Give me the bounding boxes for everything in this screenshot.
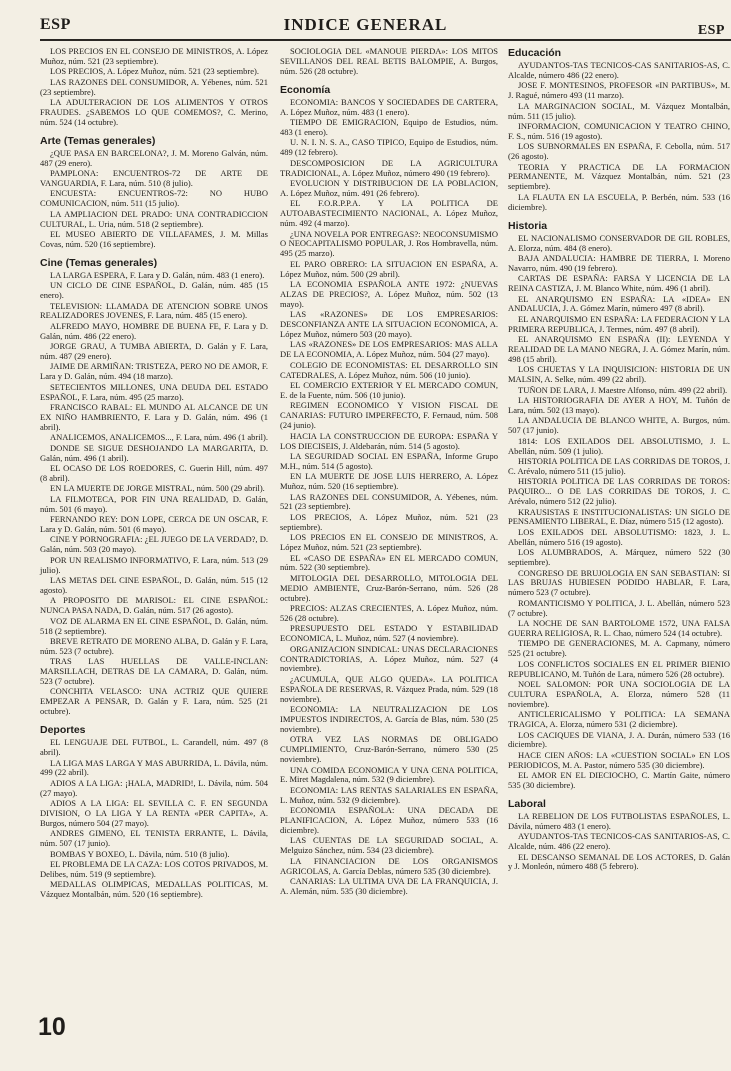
index-entry: FERNANDO REY: DON LOPE, CERCA DE UN OSCAR, F. Lara y D. Galán, núm. 501 (6 mayo). — [40, 514, 268, 534]
section-heading: Deportes — [40, 724, 86, 737]
index-entry: LA FLAUTA EN LA ESCUELA, P. Berbén, núm. 533 (16 diciembre). — [508, 191, 730, 212]
index-entry: EL OCASO DE LOS ROEDORES, C. Guerin Hill, núm. 497 (8 abril). — [40, 463, 268, 483]
index-entry: LA FILMOTECA, POR FIN UNA REALIDAD, D. Galán, núm. 501 (6 mayo). — [40, 493, 268, 514]
index-entry: ALFREDO MAYO, HOMBRE DE BUENA FE, F. Lara y D. Galán, núm. 486 (22 enero). — [40, 320, 268, 341]
index-entry: LA ANDALUCIA DE BLANCO WHITE, A. Burgos, núm. 507 (17 junio). — [508, 415, 730, 436]
index-entry: HACIA LA CONSTRUCCION DE EUROPA: ESPAÑA Y LOS DIECISEIS, J. Aldebarán, núm. 514 (5 agosto). — [280, 430, 498, 451]
index-entry: ECONOMIA: LAS RENTAS SALARIALES EN ESPAÑA, L. Muñoz, núm. 532 (9 diciembre). — [280, 784, 498, 805]
index-entry: ANTICLERICALISMO Y POLITICA: LA SEMANA TRAGICA, A. Elorza, número 531 (2 diciembre). — [508, 709, 730, 730]
index-entry: KRAUSISTAS E INSTITUCIONALISTAS: UN SIGLO DE PENSAMIENTO LIBERAL, E. Díaz, número 515 (12 agosto). — [508, 506, 730, 527]
index-entry: LOS CONFLICTOS SOCIALES EN EL PRIMER BIENIO REPUBLICANO, M. Tuñón de Lara, número 526 (28 octubre). — [508, 658, 730, 679]
index-entry: LA FINANCIACION DE LOS ORGANISMOS AGRICOLAS, A. García Deblas, número 535 (30 diciembre). — [280, 855, 498, 876]
section-heading: Economía — [280, 83, 331, 96]
index-entry: HACE CIEN AÑOS: LA «CUESTION SOCIAL» EN LOS PERIODICOS, M. A. Pastor, número 535 (30 diciembre). — [508, 749, 730, 770]
index-entry: LAS CUENTAS DE LA SEGURIDAD SOCIAL, A. Melguizo Sánchez, núm. 534 (23 diciembre). — [280, 835, 498, 856]
index-entry: LAS METAS DEL CINE ESPAÑOL, D. Galán, núm. 515 (12 agosto). — [40, 575, 268, 595]
index-entry: PRECIOS: ALZAS CRECIENTES, A. López Muñoz, núm. 526 (28 octubre). — [280, 603, 498, 623]
index-entry: LOS CHUETAS Y LA INQUISICION: HISTORIA DE UN MALSIN, A. Selke, núm. 499 (22 abril). — [508, 364, 730, 385]
header-rule — [40, 39, 731, 41]
index-entry: UNA COMIDA ECONOMICA Y UNA CENA POLITICA, E. Miret Magdalena, núm. 532 (9 diciembre). — [280, 764, 498, 785]
index-entry: JOSE F. MONTESINOS, PROFESOR «IN PARTIBUS», M. J. Ragué, número 493 (11 marzo). — [508, 80, 730, 101]
section-heading: Educación — [508, 47, 562, 59]
index-entry: LAS «RAZONES» DE LOS EMPRESARIOS: DESCONFIANZA ANTE LA SITUACION ECONOMICA, A. López Muñoz, número 503 (20 mayo). — [280, 309, 498, 340]
index-entry: CARTAS DE ESPAÑA: FARSA Y LICENCIA DE LA REINA CASTIZA, J. M. Blanco White, núm. 496 (1 abril). — [508, 273, 730, 294]
index-entry: LOS PRECIOS, A. López Muñoz, núm. 521 (23 septiembre). — [50, 66, 259, 77]
index-entry: INFORMACION, COMUNICACION Y TEATRO CHINO, F. S., núm. 516 (19 agosto). — [508, 120, 730, 141]
section-heading: Laboral — [508, 797, 546, 810]
index-entry: PRESUPUESTO DEL ESTADO Y ESTABILIDAD ECONOMICA, L. Muñoz, núm. 527 (4 noviembre). — [280, 623, 498, 644]
index-entry: LA LIGA MAS LARGA Y MAS ABURRIDA, L. Dávila, núm. 499 (22 abril). — [40, 757, 268, 778]
header-left-label: ESP — [40, 16, 71, 33]
index-entry: ROMANTICISMO Y POLITICA, J. L. Abellán, número 523 (7 octubre). — [508, 597, 730, 618]
index-entry: SOCIOLOGIA DEL «MANOUE PIERDA»: LOS MITOS SEVILLANOS DEL REAL BETIS BALOMPIE, A. Burgos, núm. 526 (28 octubre). — [280, 46, 498, 76]
index-entry: ¿UNA NOVELA POR ENTREGAS?: NEOCONSUMISMO O NEOCAPITALISMO POPULAR, J. Ros Hombravella, núm. 495 (25 marzo). — [280, 228, 498, 259]
index-entry: LOS CACIQUES DE VIANA, J. A. Durán, número 533 (16 diciembre). — [508, 729, 730, 750]
index-entry: LA LARGA ESPERA, F. Lara y D. Galán, núm. 483 (1 enero). — [50, 269, 265, 280]
section-heading: Cine (Temas generales) — [40, 256, 158, 269]
index-entry: ADIOS A LA LIGA: EL SEVILLA C. F. EN SEGUNDA DIVISION, O LA LIGA Y LA RENTA «PER CAPITA», A. Burgos, número 504 (27 mayo). — [40, 798, 268, 828]
index-entry: FRANCISCO RABAL: EL MUNDO AL ALCANCE DE UN EX NIÑO HAMBRIENTO, F. Lara y D. Galán, núm. 496 (1 abril). — [40, 402, 268, 432]
index-entry: REGIMEN ECONOMICO Y VISION FISCAL DE CANARIAS: FUTURO IMPERFECTO, F. Fernaud, núm. 508 (24 junio). — [280, 400, 498, 431]
index-entry: HISTORIA POLITICA DE LAS CORRIDAS DE TOROS: PAQUIRO... O DE LAS CORRIDAS DE TOROS, J. C. Arévalo, número 512 (22 julio). — [508, 476, 730, 507]
index-entry: LA AMPLIACION DEL PRADO: UNA CONTRADICCION CULTURAL, L. Uria, núm. 518 (2 septiembre). — [40, 208, 268, 229]
index-entry: EL PROBLEMA DE LA CAZA: LOS COTOS PRIVADOS, M. Delibes, núm. 519 (9 septiembre). — [40, 859, 268, 879]
index-entry: EL ANARQUISMO EN ESPAÑA: LA FEDERACION Y LA PRIMERA REPUBLICA, J. Termes, núm. 497 (8 abril). — [508, 313, 730, 334]
index-entry: ¿QUE PASA EN BARCELONA?, J. M. Moreno Galván, núm. 487 (29 enero). — [40, 147, 268, 168]
section-heading: Arte (Temas generales) — [40, 134, 156, 147]
index-entry: EL MUSEO ABIERTO DE VILLAFAMES, J. M. Millas Covas, núm. 520 (16 septiembre). — [40, 229, 268, 249]
index-entry: ECONOMIA: BANCOS Y SOCIEDADES DE CARTERA, A. López Muñoz, núm. 483 (1 enero). — [280, 96, 498, 117]
index-entry: TELEVISION: LLAMADA DE ATENCION SOBRE UNOS REALIZADORES JOVENES, F. Lara, núm. 485 (15 enero). — [40, 300, 268, 321]
index-entry: EL ANARQUISMO EN ESPAÑA: LA «IDEA» EN ANDALUCIA, J. A. Gómez Marín, número 497 (8 abril). — [508, 293, 730, 314]
index-entry: EL LENGUAJE DEL FUTBOL, L. Carandell, núm. 497 (8 abril). — [40, 737, 268, 758]
index-entry: TRAS LAS HUELLAS DE VALLE-INCLAN: MARSILLACH, DETRAS DE LA CAMARA, D. Galán, núm. 523 (7 octubre). — [40, 656, 268, 687]
section-heading: Historia — [508, 219, 548, 232]
column-middle — [280, 47, 498, 897]
page-number: 10 — [38, 1013, 66, 1041]
index-entry: EL COMERCIO EXTERIOR Y EL MERCADO COMUN, E. de la Fuente, núm. 506 (10 junio). — [280, 380, 498, 400]
column-right — [508, 47, 730, 873]
index-entry: LOS PRECIOS EN EL CONSEJO DE MINISTROS, A. López Muñoz, núm. 521 (23 septiembre). — [280, 532, 498, 553]
column-left — [40, 47, 268, 901]
index-entry: EL PARO OBRERO: LA SITUACION EN ESPAÑA, A. López Muñoz, núm. 500 (29 abril). — [280, 258, 498, 279]
index-entry: EN LA MUERTE DE JOSE LUIS HERRERO, A. López Muñoz, núm. 520 (16 septiembre). — [280, 471, 498, 492]
index-entry: EVOLUCION Y DISTRIBUCION DE LA POBLACION, A. López Muñoz, núm. 491 (26 febrero). — [280, 177, 498, 198]
index-entry: BREVE RETRATO DE MORENO ALBA, D. Galán y F. Lara, núm. 523 (7 octubre). — [40, 635, 268, 656]
index-entry: LA MARGINACION SOCIAL, M. Vázquez Montalbán, núm. 511 (15 julio). — [508, 100, 730, 121]
index-entry: AYUDANTOS-TAS TECNICOS-CAS SANITARIOS-AS, C. Alcalde, núm. 486 (22 enero). — [508, 831, 730, 852]
index-entry: LA HISTORIOGRAFIA DE AYER A HOY, M. Tuñón de Lara, núm. 502 (13 mayo). — [508, 395, 730, 415]
index-entry: MITOLOGIA DEL DESARROLLO, MITOLOGIA DEL MEDIO AMBIENTE, Cruz-Barón-Serrano, núm. 526 (28 octubre). — [280, 572, 498, 603]
index-entry: EL F.O.R.P.P.A. Y LA POLITICA DE AUTOABASTECIMIENTO NACIONAL, A. López Muñoz, núm. 492 (4 marzo). — [280, 198, 498, 229]
index-entry: ECONOMIA: LA NEUTRALIZACION DE LOS IMPUESTOS INDIRECTOS, A. García de Blas, núm. 530 (25 noviembre). — [280, 704, 498, 734]
index-entry: LA REBELION DE LOS FUTBOLISTAS ESPAÑOLES, L. Dávila, número 483 (1 enero). — [508, 810, 730, 831]
index-entry: TIEMPO DE EMIGRACION, Equipo de Estudios, núm. 483 (1 enero). — [280, 117, 498, 137]
index-entry: JORGE GRAU, A TUMBA ABIERTA, D. Galán y F. Lara, núm. 487 (29 enero). — [40, 341, 268, 362]
index-entry: ADIOS A LA LIGA: ¡HALA, MADRID!, L. Dávila, núm. 504 (27 mayo). — [40, 777, 268, 798]
index-entry: CINE Y PORNOGRAFIA: ¿EL JUEGO DE LA VERDAD?, D. Galán, núm. 503 (20 mayo). — [40, 534, 268, 555]
index-entry: TUÑON DE LARA, J. Maestre Alfonso, núm. 499 (22 abril). — [518, 384, 728, 395]
index-entry: TIEMPO DE GENERACIONES, M. A. Capmany, número 525 (21 octubre). — [508, 638, 730, 659]
index-entry: HISTORIA POLITICA DE LAS CORRIDAS DE TOROS, J. C. Arévalo, número 511 (15 julio). — [508, 456, 730, 476]
page-header — [0, 14, 731, 36]
index-entry: LOS ALUMBRADOS, A. Márquez, número 522 (30 septiembre). — [508, 547, 730, 568]
index-entry: ENCUESTA: ENCUENTROS-72: NO HUBO COMUNICACION, núm. 511 (15 julio). — [40, 188, 268, 209]
index-entry: DONDE SE SIGUE DESHOJANDO LA MARGARITA, D. Galán, núm. 496 (1 abril). — [40, 442, 268, 463]
index-entry: OTRA VEZ LAS NORMAS DE OBLIGADO CUMPLIMIENTO, Cruz-Barón-Serrano, número 530 (25 noviembre). — [280, 734, 498, 765]
index-entry: CANARIAS: LA ULTIMA UVA DE LA FRANQUICIA, J. A. Alemán, núm. 535 (30 diciembre). — [280, 876, 498, 896]
index-entry: MEDALLAS OLIMPICAS, MEDALLAS POLITICAS, M. Vázquez Montalbán, núm. 520 (16 septiembre). — [40, 879, 268, 900]
index-entry: EL NACIONALISMO CONSERVADOR DE GIL ROBLES, A. Elorza, núm. 484 (8 enero). — [508, 232, 730, 253]
index-entry: UN CICLO DE CINE ESPAÑOL, D. Galán, núm. 485 (15 enero). — [40, 280, 268, 301]
index-entry: BOMBAS Y BOXEO, L. Dávila, núm. 510 (8 julio). — [50, 848, 230, 859]
index-entry: BAJA ANDALUCIA: HAMBRE DE TIERRA, I. Moreno Navarro, núm. 490 (19 febrero). — [508, 252, 730, 273]
index-entry: LAS «RAZONES» DE LOS EMPRESARIOS: MAS ALLA DE LA ECONOMIA, A. López Muñoz, núm. 504 (27 mayo). — [280, 339, 498, 360]
index-entry: LA NOCHE DE SAN BARTOLOME 1572, UNA FALSA GUERRA RELIGIOSA, R. L. Chao, número 524 (14 octubre). — [508, 618, 730, 638]
index-entry: EN LA MUERTE DE JORGE MISTRAL, núm. 500 (29 abril). — [50, 483, 265, 494]
index-entry: CONCHITA VELASCO: UNA ACTRIZ QUE QUIERE EMPEZAR A PENSAR, D. Galán y F. Lara, núm. 525 (21 octubre). — [40, 686, 268, 717]
index-entry: 1814: LOS EXILADOS DEL ABSOLUTISMO, J. L. Abellán, núm. 509 (1 julio). — [508, 435, 730, 456]
index-entry: EL ANARQUISMO EN ESPAÑA (II): LEYENDA Y REALIDAD DE LA MANO NEGRA, J. A. Gómez Marín, núm. 498 (15 abril). — [508, 334, 730, 364]
header-right-label: ESP — [697, 23, 725, 38]
index-entry: ORGANIZACION SINDICAL: UNAS DECLARACIONES CONTRADICTORIAS, A. López Muñoz, núm. 527 (4 noviembre). — [280, 643, 498, 674]
index-entry: LA ADULTERACION DE LOS ALIMENTOS Y OTROS FRAUDES. ¿SABEMOS LO QUE COMEMOS?, C. Merino, núm. 524 (14 octubre). — [40, 97, 268, 127]
index-entry: AYUDANTOS-TAS TECNICOS-CAS SANITARIOS-AS, C. Alcalde, número 486 (22 enero). — [508, 60, 730, 80]
index-entry: LA SEGURIDAD SOCIAL EN ESPAÑA, Informe Grupo M.H., núm. 514 (5 agosto). — [280, 450, 498, 471]
index-entry: EL DESCANSO SEMANAL DE LOS ACTORES, D. Galán y J. Monleón, número 488 (5 febrero). — [508, 851, 730, 872]
index-entry: LOS EXILADOS DEL ABSOLUTISMO: 1823, J. L. Abellán, número 516 (19 agosto). — [508, 526, 730, 547]
index-entry: LOS PRECIOS, A. López Muñoz, núm. 521 (23 septiembre). — [280, 511, 498, 532]
index-entry: LAS RAZONES DEL CONSUMIDOR, A. Yébenes, núm. 521 (23 septiembre). — [40, 76, 268, 97]
index-entry: JAIME DE ARMIÑAN: TRISTEZA, PERO NO DE AMOR, F. Lara y D. Galán, núm. 494 (18 marzo). — [40, 361, 268, 382]
index-entry: A PROPOSITO DE MARISOL: EL CINE ESPAÑOL: NUNCA PASA NADA, D. Galán, núm. 517 (26 agosto). — [40, 595, 268, 616]
index-entry: POR UN REALISMO INFORMATIVO, F. Lara, núm. 513 (29 julio). — [40, 554, 268, 575]
index-entry: TEORIA Y PRACTICA DE LA FORMACION PERMANENTE, M. Vázquez Montalbán, núm. 521 (23 septiembre). — [508, 161, 730, 192]
index-entry: ¿ACUMULA, QUE ALGO QUEDA». LA POLITICA ESPAÑOLA DE RESERVAS, R. Vázquez Prada, núm. 529 (18 noviembre). — [280, 673, 498, 704]
index-entry: EL AMOR EN EL DIECIOCHO, C. Martín Gaite, número 535 (30 diciembre). — [508, 770, 730, 791]
index-entry: CONGRESO DE BRUJOLOGIA EN SAN SEBASTIAN: SI LAS BRUJAS HUBIESEN PODIDO HABLAR, F. Lara, número 523 (7 octubre). — [508, 567, 730, 598]
index-entry: NOEL SALOMON: POR UNA SOCIOLOGIA DE LA CULTURA ESPAÑOLA, A. Elorza, número 528 (11 noviembre). — [508, 678, 730, 709]
index-entry: COLEGIO DE ECONOMISTAS: EL DESARROLLO SIN CATEDRALES, A. López Muñoz, núm. 506 (10 junio). — [280, 359, 498, 380]
index-entry: ANDRES GIMENO, EL TENISTA ERRANTE, L. Dávila, núm. 507 (17 junio). — [40, 828, 268, 849]
index-entry: EL «CASO DE ESPAÑA» EN EL MERCADO COMUN, núm. 522 (30 septiembre). — [280, 552, 498, 573]
index-entry: U. N. I. N. S. A., CASO TIPICO, Equipo de Estudios, núm. 489 (12 febrero). — [280, 137, 498, 158]
index-entry: LAS RAZONES DEL CONSUMIDOR, A. Yébenes, núm. 521 (23 septiembre). — [280, 491, 498, 512]
index-entry: ECONOMIA ESPAÑOLA: UNA DECADA DE PLANIFICACION, A. López Muñoz, número 533 (16 diciembre). — [280, 805, 498, 835]
index-entry: DESCOMPOSICION DE LA AGRICULTURA TRADICIONAL, A. López Muñoz, número 490 (19 febrero). — [280, 157, 498, 178]
header-title: INDICE GENERAL — [283, 15, 448, 34]
index-entry: SETECIENTOS MILLONES, UNA DEUDA DEL ESTADO ESPAÑOL, F. Lara, núm. 495 (25 marzo). — [40, 381, 268, 402]
index-entry: LOS SUBNORMALES EN ESPAÑA, F. Cebolla, núm. 517 (26 agosto). — [508, 141, 730, 162]
index-entry: LA ECONOMIA ESPAÑOLA ANTE 1972: ¿NUEVAS ALZAS DE PRECIOS?, A. López Muñoz, núm. 502 (13 mayo). — [280, 279, 498, 309]
index-entry: PAMPLONA: ENCUENTROS-72 DE ARTE DE VANGUARDIA, F. Lara, núm. 510 (8 julio). — [40, 168, 268, 188]
index-entry: VOZ DE ALARMA EN EL CINE ESPAÑOL, D. Galán, núm. 518 (2 septiembre). — [40, 615, 268, 636]
index-entry: LOS PRECIOS EN EL CONSEJO DE MINISTROS, A. López Muñoz, núm. 521 (23 septiembre). — [40, 46, 268, 66]
index-entry: ANALICEMOS, ANALICEMOS..., F. Lara, núm. 496 (1 abril). — [50, 432, 268, 443]
